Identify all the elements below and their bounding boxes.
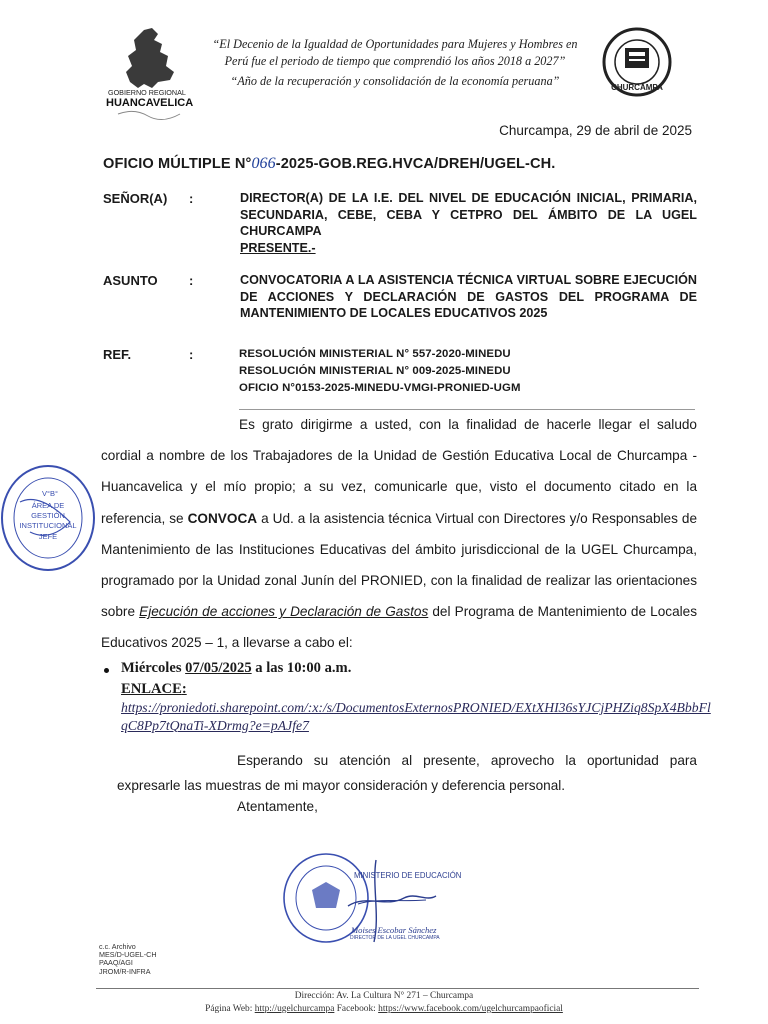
web-link[interactable]: http://ugelchurcampa: [254, 1004, 335, 1014]
stamp-line: JEFE: [38, 532, 58, 541]
stamp-icon: [0, 462, 96, 574]
bullet-icon: [104, 668, 109, 673]
asunto-label: ASUNTO: [103, 273, 158, 288]
atentamente: Atentamente,: [237, 799, 318, 814]
senor-text: DIRECTOR(A) DE LA I.E. DEL NIVEL DE EDUCACIÓN INICIAL, PRIMARIA, SECUNDARIA, CEBE, CEBA Y CETPRO DEL ÁMBITO DE LA UGEL CHURCAMPA: [240, 191, 697, 238]
facebook-link[interactable]: https://www.facebook.com/ugelchurcampaoficial: [378, 1004, 563, 1014]
header-quote-2: “Año de la recuperación y consolidación de la economía peruana”: [230, 74, 560, 88]
asunto-colon: :: [189, 273, 194, 288]
logo-left-line-1: GOBIERNO REGIONAL: [108, 88, 186, 97]
ref-line: RESOLUCIÓN MINISTERIAL N° 557-2020-MINEDU: [239, 348, 511, 360]
web-label: Página Web:: [205, 1004, 255, 1014]
document-date: Churcampa, 29 de abril de 2025: [499, 123, 692, 138]
topic-text: Ejecución de acciones y Declaración de Gastos: [139, 604, 429, 620]
enlace-label: [121, 681, 187, 698]
seal-icon: [597, 26, 677, 98]
cc-line: JROM/R-INFRA: [99, 966, 151, 976]
cc-list: [99, 943, 157, 976]
body-text-b: a Ud. a la asistencia técnica Virtual con Directores y/o Responsables de Mantenimiento de las Instituciones Educativas del ámbito jurisdiccional de la UGEL Churcampa, programado por la Unidad zonal Junín del PRONIED, con la finalidad de realizar las orientaciones sobre: [101, 510, 698, 620]
header-quote: [200, 36, 590, 90]
signer-name: Moises Escobar Sánchez: [351, 925, 437, 935]
meeting-link[interactable]: https://proniedoti.sharepoint.com/:x:/s/DocumentosExternosPRONIED/EXtXHI36sYJCjPHZiq8SpX4BbbFlqC8Pp7tQnaTi-XDrmg?e=pAJfe7: [121, 700, 711, 733]
convoca-text: CONVOCA: [187, 510, 258, 526]
oficio-number: 066: [251, 155, 276, 172]
cc-line: PAAQ/AGI: [99, 958, 133, 968]
cc-line: MES/D-UGEL-CH: [99, 950, 157, 960]
header-quote-1: “El Decenio de la Igualdad de Oportunidades para Mujeres y Hombres en Perú fue el periodo de tiempo que comprendió los años 2018 a 2027”: [212, 37, 578, 68]
meeting-datetime: [121, 660, 351, 677]
meeting-time: a las 10:00 a.m.: [251, 660, 352, 676]
senor-colon: :: [189, 191, 194, 206]
ref-line: RESOLUCIÓN MINISTERIAL N° 009-2025-MINEDU: [239, 365, 511, 377]
signer-title: DIRECTOR DE LA UGEL CHURCAMPA: [350, 935, 440, 941]
closing-paragraph: [117, 748, 697, 798]
left-stamp: [0, 462, 96, 574]
stamp-line: INSTITUCIONAL: [19, 521, 77, 530]
footer-links: [0, 1004, 768, 1014]
presente-text: PRESENTE.-: [240, 240, 316, 255]
cc-line: c.c. Archivo: [99, 942, 136, 951]
stamp-line: GESTIÓN: [31, 511, 65, 520]
enlace-label-text: ENLACE: [121, 681, 182, 697]
ref-list: [239, 346, 521, 397]
meeting-day: Miércoles: [121, 660, 186, 676]
sig-stamp-text: MINISTERIO DE EDUCACIÓN: [354, 871, 462, 880]
ref-colon: :: [189, 347, 194, 362]
logo-left-line-2: HUANCAVELICA: [106, 97, 194, 109]
stamp-line: V°B°: [41, 489, 59, 498]
seal-text: CHURCAMPA: [611, 83, 663, 92]
body-text-a: Es grato dirigirme a usted, con la finalidad de hacerle llegar el saludo cordial a nombre de los Trabajadores de la Unidad de Gestión Educativa Local de Churcampa -Huancavelica y el mío propio; a su vez, comunicarle que, visto el documento citado en la referencia, se: [101, 417, 697, 526]
meeting-date: 07/05/2025: [185, 660, 252, 676]
footer-address: Dirección: Av. La Cultura N° 271 – Churcampa: [294, 991, 474, 1001]
ugel-seal-logo: [597, 26, 677, 98]
asunto-text: CONVOCATORIA A LA ASISTENCIA TÉCNICA VIRTUAL SOBRE EJECUCIÓN DE ACCIONES Y DECLARACIÓN DE GASTOS DEL PROGRAMA DE MANTENIMIENTO DE LOCALES EDUCATIVOS 2025: [240, 273, 697, 320]
stamp-line: ÁREA DE: [31, 501, 65, 510]
ref-line: OFICIO N°0153-2025-MINEDU-VMGI-PRONIED-UGM: [239, 382, 521, 394]
ref-label: REF.: [103, 347, 132, 362]
closing-text: Esperando su atención al presente, aprovecho la oportunidad para expresarle las muestras de mi mayor consideración y deferencia personal.: [117, 753, 697, 793]
footer-divider: [96, 988, 699, 989]
region-map-icon: [104, 26, 200, 124]
oficio-title: [103, 155, 555, 173]
enlace-colon: :: [181, 681, 187, 697]
oficio-prefix: OFICIO MÚLTIPLE N°: [103, 156, 252, 172]
body-paragraph: [101, 409, 697, 659]
body-text-c: del Programa de Mantenimiento de Locales Educativos 2025 – 1, a llevarse a cabo el:: [101, 604, 698, 651]
senor-block: [240, 190, 697, 256]
senor-label: SEÑOR(A): [103, 191, 168, 206]
facebook-label: Facebook:: [334, 1004, 379, 1014]
oficio-suffix: -2025-GOB.REG.HVCA/DREH/UGEL-CH.: [275, 156, 556, 172]
huancavelica-logo: [104, 26, 200, 124]
